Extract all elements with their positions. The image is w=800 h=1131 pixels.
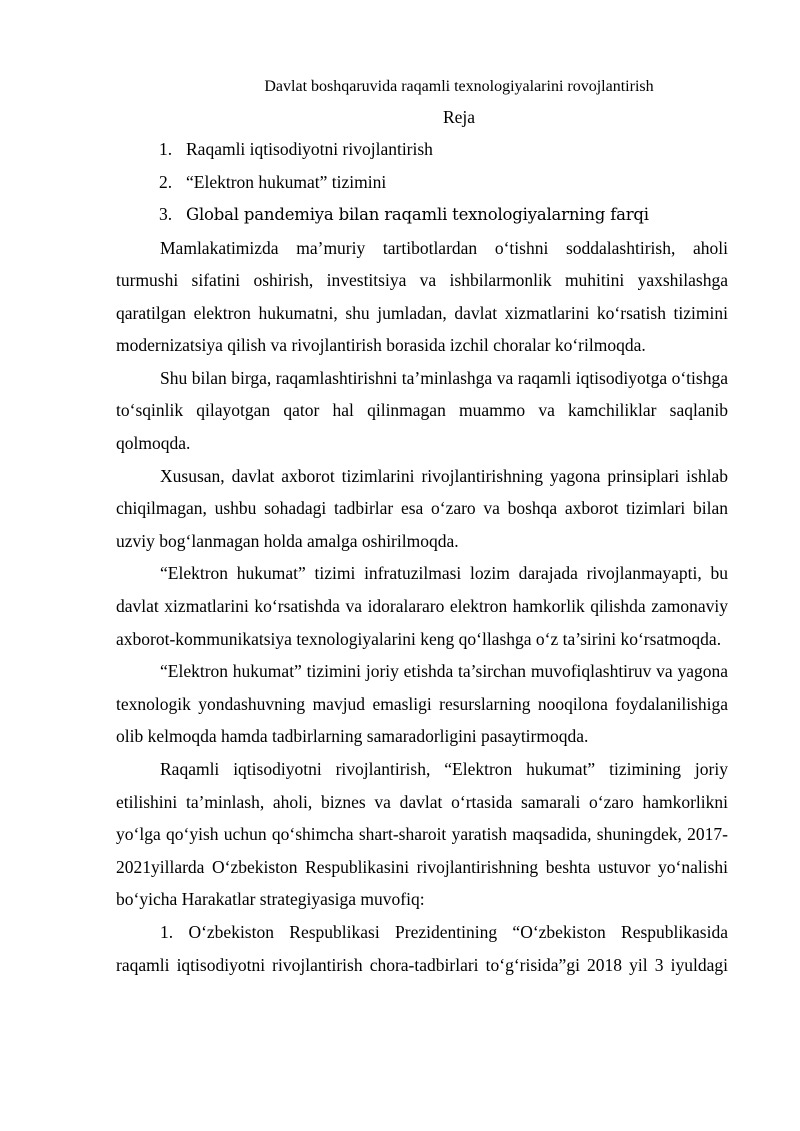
body-paragraph: 1. O‘zbekiston Respublikasi Prezidentining “O‘zbekiston Respublikasida raqamli iqtisodiyotni rivojlantirish chora-tadbirlari to‘g‘risida”gi 2018 yil 3 iyuldagi — [116, 921, 728, 975]
body-paragraph: “Elektron hukumat” tizimi infratuzilmasi lozim darajada rivojlanmayapti, bu davlat xizmatlarini ko‘rsatishda va idoralararo elektron hamkorlik qilishda zamonaviy axborot-kommunikatsiya texnologiyalarini keng qo‘llashga o‘z ta’sirini ko‘rsatmoqda. — [116, 563, 728, 649]
plan-item — [116, 133, 728, 166]
plan-item-number: 2. — [159, 171, 173, 192]
document-title: Davlat boshqaruvida raqamli texnologiyalarini rovojlantirish — [264, 78, 654, 95]
plan-item-number: 3. — [159, 204, 173, 224]
body-paragraph: Raqamli iqtisodiyotni rivojlantirish, “Elektron hukumat” tizimining joriy etilishini ta’minlash, aholi, biznes va davlat o‘rtasida samarali o‘zaro hamkorlikni yo‘lga qo‘yish uchun qo‘shimcha shart-sharoit yaratish maqsadida, shuningdek, 2017-2021yillarda O‘zbekiston Respublikasini rivojlantirishning beshta ustuvor yo‘nalishi bo‘yicha Harakatlar strategiyasiga muvofiq: — [116, 759, 728, 910]
body-paragraph: Xususan, davlat axborot tizimlarini rivojlantirishning yagona prinsiplari ishlab chiqilmagan, ushbu sohadagi tadbirlar esa o‘zaro va boshqa axborot tizimlari bilan uzviy bog‘lanmagan holda amalga oshirilmoqda. — [116, 465, 728, 551]
plan-item-text: Global pandemiya bilan raqamli texnologiyalarning farqi — [186, 205, 649, 224]
plan-item — [116, 198, 728, 232]
plan-item-number: 1. — [159, 139, 173, 159]
body-paragraph: Mamlakatimizda ma’muriy tartibotlardan o‘tishni soddalashtirish, aholi turmushi sifatini oshirish, investitsiya va ishbilarmonlik muhitini yaxshilashga qaratilgan elektron hukumatni, shu jumladan, davlat xizmatlarini ko‘rsatish tizimini modernizatsiya qilish va rivojlantirish borasida izchil choralar ko‘rilmoqda. — [116, 237, 728, 356]
body-paragraph: Shu bilan birga, raqamlashtirishni ta’minlashga va raqamli iqtisodiyotga o‘tishga to‘sqinlik qilayotgan qator hal qilinmagan muammo va kamchiliklar saqlanib qolmoqda. — [116, 367, 728, 454]
plan-item-text: “Elektron hukumat” tizimini — [186, 171, 387, 192]
plan-list — [116, 133, 728, 232]
plan-item-text: Raqamli iqtisodiyotni rivojlantirish — [186, 139, 433, 159]
body-paragraph: “Elektron hukumat” tizimini joriy etishda ta’sirchan muvofiqlashtiruv va yagona texnologik yondashuvning mavjud emasligi resurslarning nooqilona foydalanilishiga olib kelmoqda hamda tadbirlarning samaradorligini pasaytirmoqda. — [116, 661, 728, 747]
plan-item — [116, 166, 728, 199]
plan-heading: Reja — [442, 107, 476, 127]
